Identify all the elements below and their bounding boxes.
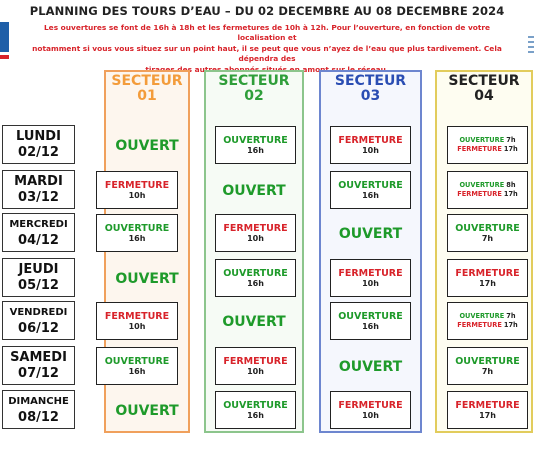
status-closing [447,391,528,429]
status-opening [96,347,178,385]
status-label: FERMETURE [455,399,520,411]
brand-logo-icon [0,22,14,66]
status-label: OUVERTURE [455,222,520,234]
sector-label: SECTEUR [334,73,407,89]
status-open [104,391,190,430]
status-label: OUVERT [338,225,403,242]
status-hour: 7h [481,233,494,243]
status-opening [215,391,296,429]
status-closing [215,347,296,385]
status-mixed [447,171,528,209]
day-date: 06/12 [18,320,59,336]
page-title: PLANNING DES TOURS D’EAU – DU 02 DECEMBRE AU 08 DECEMBRE 2024 [29,4,505,18]
closing-label: FERMETURE [457,145,502,153]
status-hour: 10h [362,145,379,155]
sector-header [104,74,190,104]
day-label-lundi [2,125,75,164]
status-label: OUVERTURE [223,267,288,279]
opening-hour: 7h [506,136,516,144]
closing-label: FERMETURE [457,190,502,198]
mixed-line [457,321,517,330]
status-hour: 16h [247,410,264,420]
status-closing [215,214,296,252]
status-hour: 16h [128,366,146,376]
status-hour: 10h [128,190,146,200]
sector-number: 03 [360,88,381,104]
status-hour: 10h [128,321,146,331]
status-mixed [447,126,528,164]
status-hour: 16h [128,233,146,243]
status-label: FERMETURE [223,222,288,234]
status-label: FERMETURE [104,310,170,322]
day-date: 02/12 [18,144,59,160]
status-closing [330,391,411,429]
mixed-line [457,190,517,199]
status-closing [447,259,528,297]
status-label: FERMETURE [223,355,288,367]
schedule-note-line: amont [302,64,329,74]
status-label: FERMETURE [338,267,403,279]
day-name: LUNDI [16,128,61,144]
sector-label: SECTEUR [111,73,183,89]
status-label: FERMETURE [338,399,403,411]
status-label: OUVERTURE [338,179,403,191]
schedule-note [24,23,510,75]
status-closing [330,126,411,164]
schedule-note-line: notamment si vous vous situez sur un point haut, il se peut que vous n’ayez de l’eau que plus tardivement. Cela dépendra des [32,43,502,64]
closing-hour: 17h [503,321,518,329]
status-open [319,214,422,253]
day-name: VENDREDI [9,306,68,318]
day-date: 03/12 [18,189,59,205]
closing-hour: 17h [503,145,518,153]
status-hour: 17h [479,410,496,420]
day-name: DIMANCHE [8,395,69,407]
status-label: OUVERT [115,137,179,154]
status-label: OUVERTURE [223,399,288,411]
opening-label: OUVERTURE [459,312,505,320]
status-label: OUVERTURE [338,310,403,322]
day-label-dimanche [2,390,75,429]
status-hour: 10h [362,410,379,420]
status-open [104,126,190,165]
status-hour: 16h [362,321,379,331]
sector-header [435,74,533,104]
status-label: FERMETURE [104,179,170,191]
opening-hour: 7h [506,312,516,320]
sector-label: SECTEUR [448,73,520,89]
closing-label: FERMETURE [457,321,502,329]
day-label-jeudi [2,258,75,297]
status-open [204,302,304,341]
status-closing [330,259,411,297]
day-name: MARDI [14,173,63,189]
status-hour: 16h [362,190,379,200]
day-date: 04/12 [18,232,59,248]
status-label: OUVERT [115,270,179,287]
mixed-line [459,181,515,190]
status-open [204,171,304,210]
status-label: OUVERTURE [104,222,170,234]
schedule-note-line: Les ouvertures se font de 16h à 18h et les fermetures de 10h à 12h. Pour l’ouverture, en fonction de votre localisation et [43,23,491,43]
day-label-samedi [2,346,75,385]
status-opening [215,126,296,164]
status-label: OUVERT [222,313,286,330]
mixed-line [459,312,515,321]
status-hour: 10h [247,366,264,376]
opening-label: OUVERTURE [459,181,505,189]
status-hour: 10h [247,233,264,243]
status-hour: 7h [481,366,494,376]
status-label: FERMETURE [338,134,403,146]
status-label: FERMETURE [455,267,520,279]
status-label: OUVERT [222,182,286,199]
status-opening [447,214,528,252]
status-hour: 16h [247,145,264,155]
status-opening [330,302,411,340]
day-date: 07/12 [18,365,59,381]
closing-hour: 17h [503,190,518,198]
corner-logo-icon [528,36,534,58]
status-opening [96,214,178,252]
status-opening [215,259,296,297]
sector-number: 04 [474,88,494,104]
status-label: OUVERTURE [455,355,520,367]
status-label: OUVERT [115,402,179,419]
day-label-vendredi [2,301,75,340]
sector-header [319,74,422,104]
status-hour: 16h [247,278,264,288]
day-name: SAMEDI [10,349,67,365]
day-label-mardi [2,170,75,209]
status-label: OUVERT [338,358,403,375]
mixed-line [457,145,517,154]
day-name: JEUDI [18,261,59,277]
sector-number: 01 [137,88,157,104]
status-closing [96,302,178,340]
status-hour: 10h [362,278,379,288]
sector-label: SECTEUR [218,73,290,89]
mixed-line [459,136,515,145]
day-name: MERCREDI [9,218,68,230]
day-date: 05/12 [18,277,59,293]
status-hour: 17h [479,278,496,288]
status-open [319,347,422,386]
sector-header [204,74,304,104]
sector-number: 02 [244,88,264,104]
status-opening [330,171,411,209]
status-label: OUVERTURE [104,355,170,367]
day-date: 08/12 [18,409,59,425]
opening-label: OUVERTURE [459,136,505,144]
status-opening [447,347,528,385]
day-label-mercredi [2,213,75,252]
status-closing [96,171,178,209]
status-mixed [447,302,528,340]
status-open [104,259,190,298]
status-label: OUVERTURE [223,134,288,146]
opening-hour: 8h [506,181,516,189]
